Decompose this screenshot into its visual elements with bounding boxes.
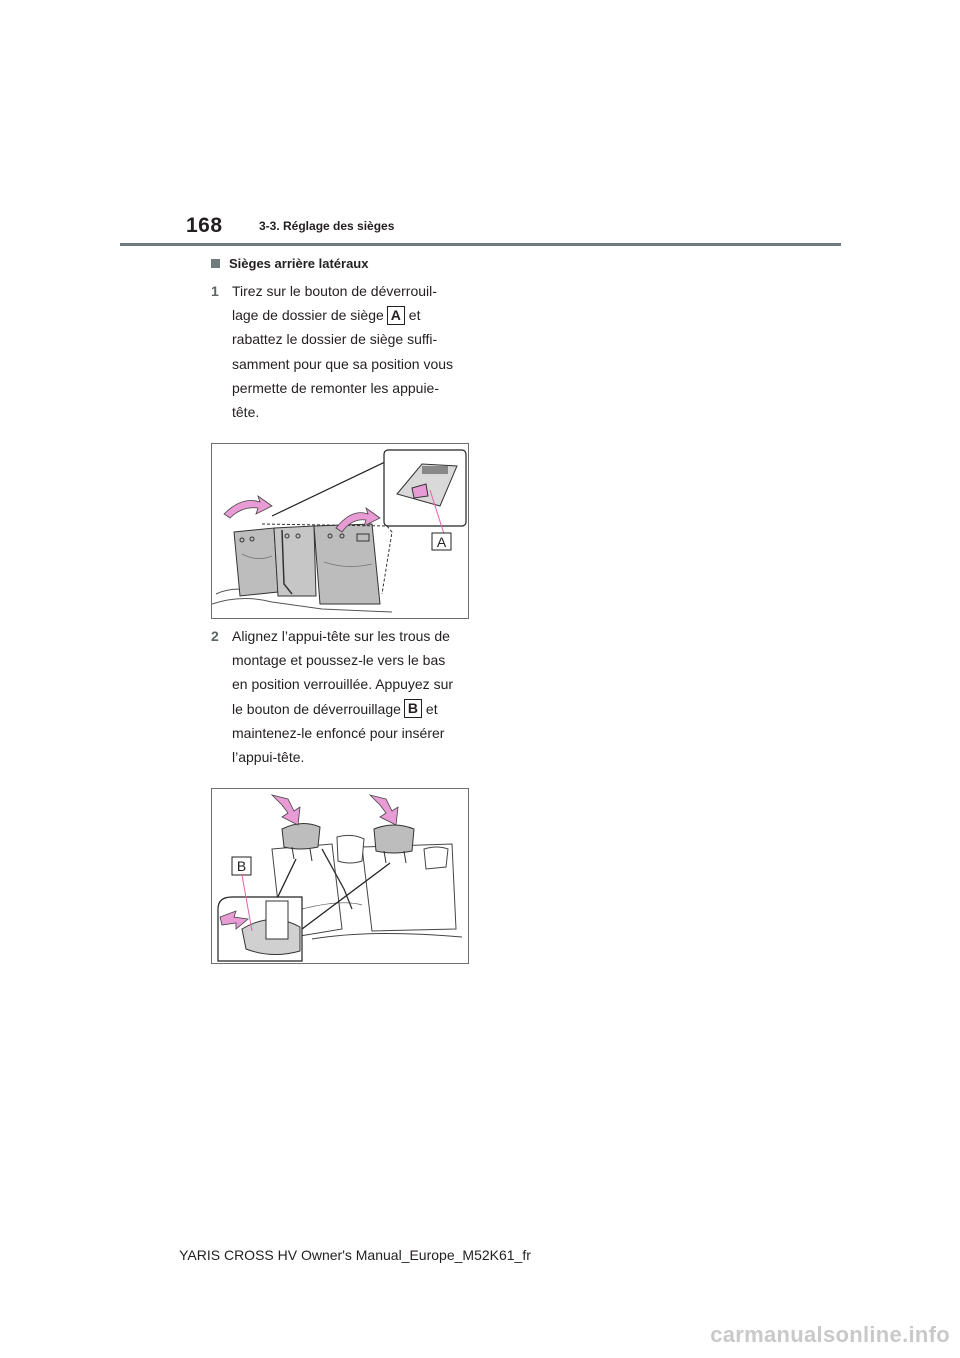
label-box-a: A [387, 306, 405, 325]
header-rule [120, 243, 841, 246]
seat-folding-illustration [212, 444, 468, 618]
step-line: Alignez l’appui-tête sur les trous de [232, 628, 450, 644]
page-number: 168 [186, 214, 223, 237]
subheading-text: Sièges arrière latéraux [229, 256, 369, 271]
step-line: maintenez-le enfoncé pour insérer [232, 724, 445, 741]
step-text-segment: et [408, 307, 421, 324]
step-line [232, 697, 453, 721]
section-title: 3-3. Réglage des sièges [259, 219, 395, 233]
label-box-b: B [404, 699, 422, 718]
step-2 [211, 624, 453, 769]
step-number: 1 [211, 283, 219, 299]
figure-headrest-install [211, 788, 469, 964]
step-text-segment: le bouton de déverrouillage [232, 700, 401, 717]
step-1-text [232, 279, 453, 424]
step-line [232, 303, 453, 327]
subheading [211, 256, 368, 271]
callout-b: B [236, 858, 247, 874]
step-line: tête. [232, 404, 260, 421]
step-text-segment: et [425, 700, 438, 717]
step-text-segment: lage de dossier de siège [232, 307, 384, 324]
figure-seatback-release [211, 443, 469, 619]
step-number: 2 [211, 628, 219, 644]
step-line: l’appui-tête. [232, 749, 305, 766]
step-2-text [232, 624, 453, 769]
headrest-illustration [212, 789, 468, 963]
step-line: Tirez sur le bouton de déverrouil- [232, 283, 437, 299]
step-line: rabattez le dossier de siège suffi- [232, 331, 438, 348]
step-line: permette de remonter les appuie- [232, 379, 439, 396]
square-bullet-icon [211, 259, 220, 268]
step-line: en position verrouillée. Appuyez sur [232, 676, 454, 693]
step-line: samment pour que sa position vous [232, 355, 454, 372]
step-line: montage et poussez-le vers le bas [232, 652, 446, 669]
watermark: carmanualsonline.info [710, 1322, 950, 1347]
callout-a: A [436, 534, 447, 550]
manual-name: YARIS CROSS HV Owner's Manual_Europe_M52K61_fr [179, 1247, 531, 1263]
step-1 [211, 279, 453, 424]
footer [0, 1247, 960, 1263]
